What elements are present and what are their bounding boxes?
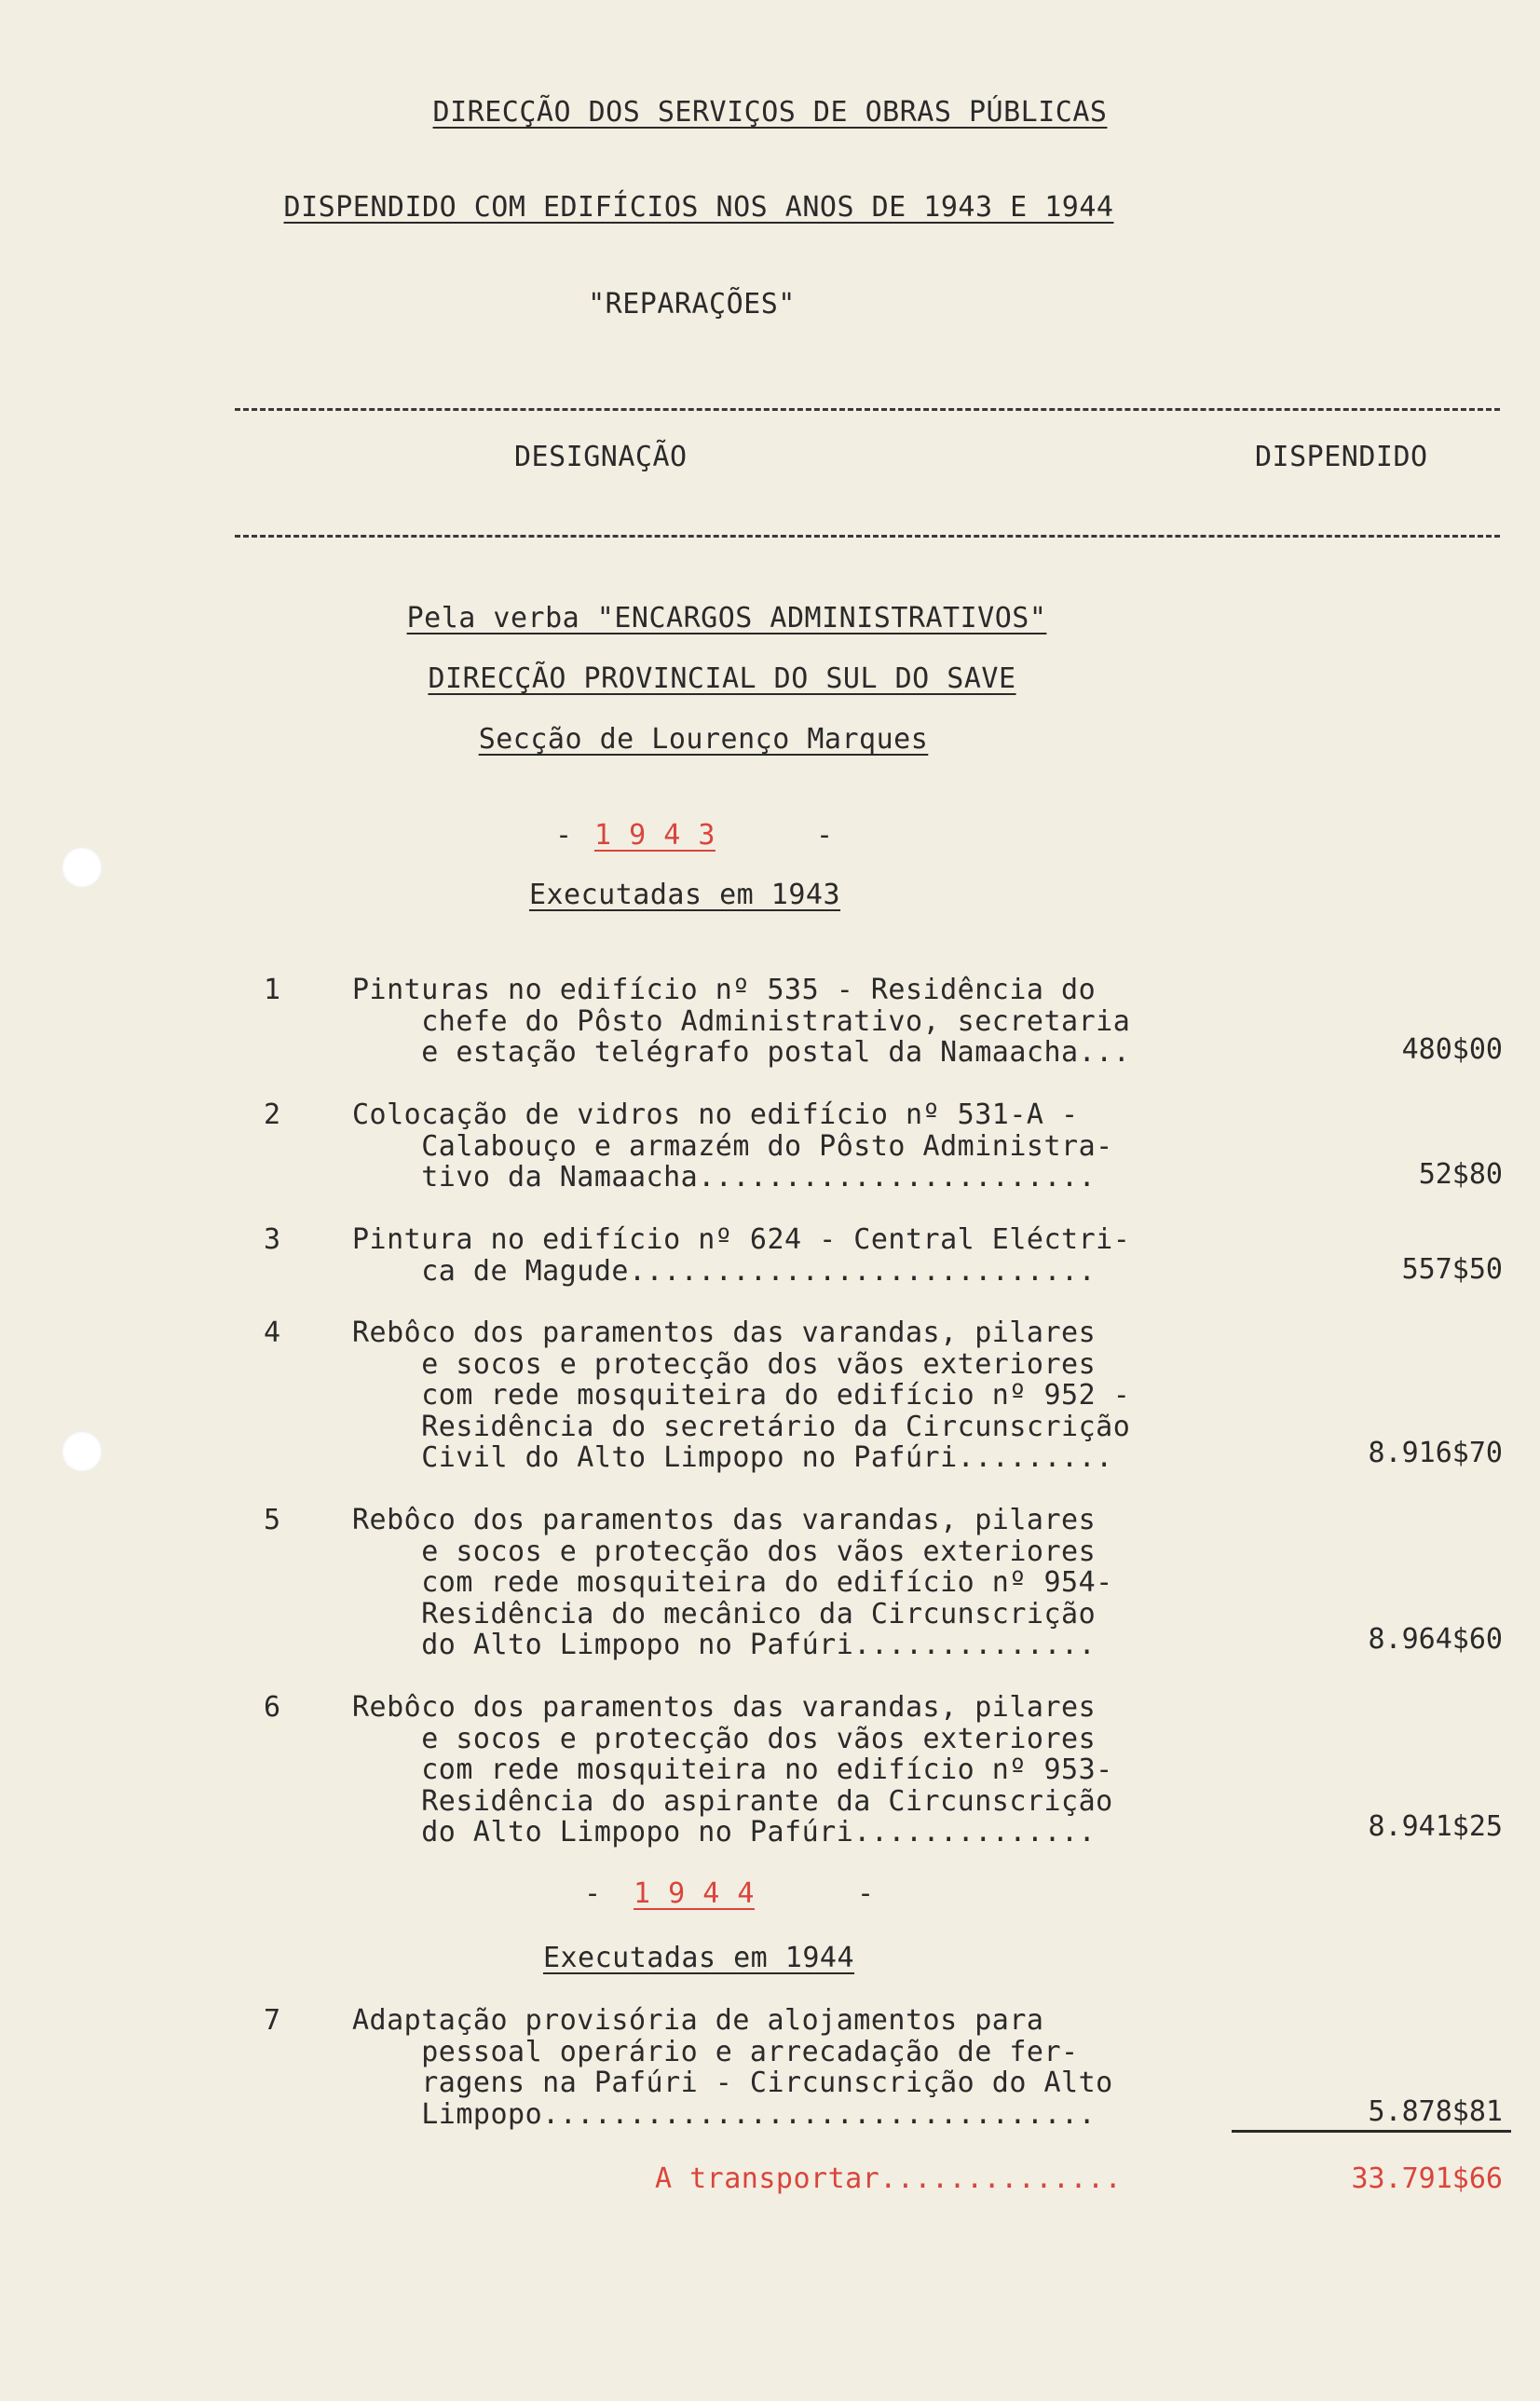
year-1944-subtitle: Executadas em 1944: [542, 1942, 855, 1974]
transport-label: A transportar..............: [655, 2162, 1123, 2195]
item-number: 3: [263, 1223, 281, 1256]
item-number: 2: [263, 1098, 281, 1131]
item-amount: 5.878$81: [1368, 2095, 1503, 2128]
header-subtitle: DISPENDIDO COM EDIFÍCIOS NOS ANOS DE 1943 E 1944: [283, 191, 1114, 224]
year-1943-dash-left: -: [555, 819, 573, 852]
column-spent: DISPENDIDO: [1255, 441, 1428, 473]
item-description: Rebôco dos paramentos das varandas, pilares e socos e protecção dos vãos exteriores com rede mosquiteira no edifício nº 953- Residência do aspirante da Circunscrição do Alto Limpopo no Pafúri..............: [352, 1691, 1113, 1848]
item-description: Adaptação provisória de alojamentos para pessoal operário e arrecadação de fer- ragens na Pafúri - Circunscrição do Alto Limpopo................................: [352, 2004, 1113, 2131]
item-description: Colocação de vidros no edifício nº 531-A - Calabouço e armazém do Pôsto Administra- tivo da Namaacha.......................: [352, 1098, 1113, 1194]
year-1944-dash-left: -: [584, 1877, 602, 1910]
item-number: 6: [263, 1691, 281, 1724]
item-amount: 480$00: [1401, 1033, 1503, 1066]
item-description: Pintura no edifício nº 624 - Central Eléctri- ca de Magude...........................: [352, 1223, 1131, 1288]
header-reparacoes: "REPARAÇÕES": [588, 288, 796, 321]
header-title: DIRECÇÃO DOS SERVIÇOS DE OBRAS PÚBLICAS: [432, 96, 1108, 129]
item-description: Pinturas no edifício nº 535 - Residência do chefe do Pôsto Administrativo, secretaria e estação telégrafo postal da Namaacha...: [352, 974, 1131, 1069]
punch-hole-bottom: [61, 1431, 102, 1472]
year-1944: 1 9 4 4: [634, 1877, 755, 1910]
transport-amount: 33.791$66: [1351, 2162, 1503, 2195]
header-rule-bottom: [235, 535, 1500, 538]
year-1943-dash-right: -: [816, 819, 834, 852]
item-amount: 557$50: [1401, 1253, 1503, 1286]
header-rule-top: [235, 408, 1500, 411]
column-designation: DESIGNAÇÃO: [514, 441, 688, 473]
year-1943-subtitle: Executadas em 1943: [528, 879, 841, 911]
item-number: 5: [263, 1504, 281, 1536]
item-amount: 52$80: [1418, 1158, 1503, 1191]
sum-line: [1232, 2130, 1511, 2133]
item-number: 1: [263, 974, 281, 1006]
seccao-heading: Secção de Lourenço Marques: [478, 723, 929, 756]
item-description: Rebôco dos paramentos das varandas, pilares e socos e protecção dos vãos exteriores com rede mosquiteira do edifício nº 954- Residência do mecânico da Circunscrição do Alto Limpopo no Pafúri..............: [352, 1504, 1113, 1661]
item-amount: 8.916$70: [1368, 1437, 1503, 1469]
year-1943: 1 9 4 3: [594, 819, 715, 852]
item-amount: 8.964$60: [1368, 1623, 1503, 1656]
verba-heading: Pela verba "ENCARGOS ADMINISTRATIVOS": [406, 602, 1047, 634]
item-amount: 8.941$25: [1368, 1810, 1503, 1843]
year-1944-dash-right: -: [857, 1877, 875, 1910]
direction-heading: DIRECÇÃO PROVINCIAL DO SUL DO SAVE: [428, 662, 1016, 695]
item-number: 7: [263, 2004, 281, 2037]
item-number: 4: [263, 1316, 281, 1349]
item-description: Rebôco dos paramentos das varandas, pilares e socos e protecção dos vãos exteriores com rede mosquiteira do edifício nº 952 - Residência do secretário da Circunscrição Civil do Alto Limpopo no Pafúri.........: [352, 1316, 1131, 1474]
